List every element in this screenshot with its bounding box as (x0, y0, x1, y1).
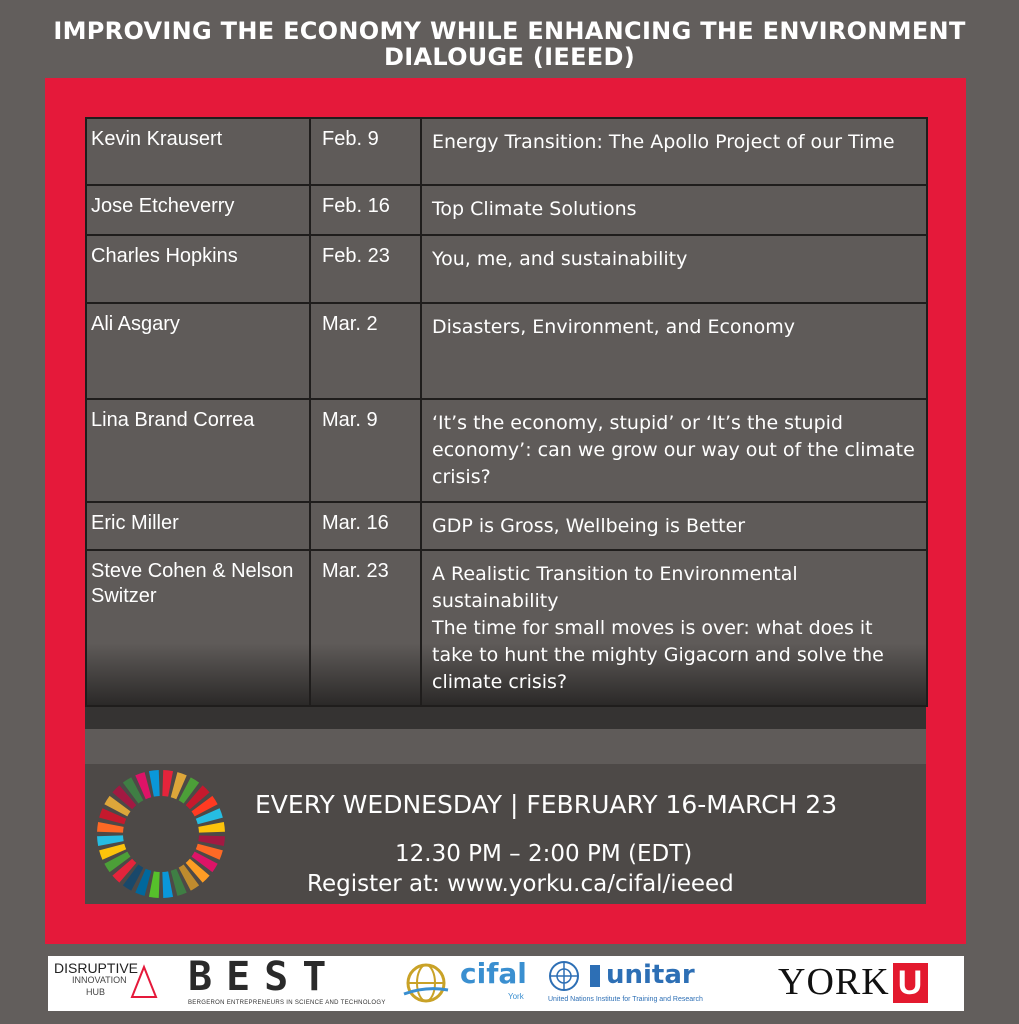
logo-tagline: BERGERON ENTREPRENEURS IN SCIENCE AND TECHNOLOGY (188, 1000, 386, 1006)
topic-line: You, me, and sustainability (432, 248, 688, 270)
event-schedule-line: EVERY WEDNESDAY | FEBRUARY 16-MARCH 23 (255, 790, 838, 819)
topic-line: Energy Transition: The Apollo Project of our Time (432, 131, 895, 153)
session-topic (421, 118, 927, 185)
topic-line: Disasters, Environment, and Economy (432, 316, 795, 338)
topic-line: ‘It’s the economy, stupid’ or ‘It’s the stupid economy’: can we grow our way out of the climate crisis? (432, 412, 915, 488)
topic-line: The time for small moves is over: what does it take to hunt the mighty Gigacorn and solve the climate crisis? (432, 617, 884, 693)
session-date: Feb. 23 (310, 235, 421, 303)
session-date: Mar. 23 (310, 550, 421, 706)
register-link[interactable]: Register at: www.yorku.ca/cifal/ieeed (307, 871, 734, 897)
session-date: Mar. 2 (310, 303, 421, 399)
unitar-logo: unitar (606, 960, 695, 990)
cifal-sub-label: York (508, 992, 524, 1001)
triangle-icon (130, 964, 158, 1000)
session-date: Feb. 9 (310, 118, 421, 185)
sdg-wheel-icon (95, 768, 227, 900)
event-time: 12.30 PM – 2:00 PM (EDT) (395, 841, 693, 867)
best-logo (188, 956, 386, 1006)
table-row (86, 118, 927, 185)
wheel-segment (149, 871, 160, 898)
topic-line: GDP is Gross, Wellbeing is Better (432, 515, 746, 537)
logo-text: DISRUPTIVE (54, 960, 139, 976)
speaker-name: Eric Miller (86, 502, 310, 550)
session-topic (421, 235, 927, 303)
session-topic (421, 399, 927, 502)
title-line-2: DIALOUGE (IEEED) (384, 43, 635, 71)
sponsor-logo-bar (48, 956, 964, 1011)
table-row (86, 399, 927, 502)
session-date: Mar. 9 (310, 399, 421, 502)
session-topic (421, 550, 927, 706)
disruptive-innovation-hub-logo (54, 962, 138, 998)
schedule-table (85, 117, 928, 707)
wheel-segment (97, 822, 124, 833)
session-topic (421, 502, 927, 550)
cifal-logo: cifal (460, 957, 527, 990)
york-university-logo (778, 962, 928, 1003)
session-date: Feb. 16 (310, 185, 421, 235)
speaker-name: Charles Hopkins (86, 235, 310, 303)
un-emblem-icon (548, 959, 602, 995)
speaker-name: Lina Brand Correa (86, 399, 310, 502)
logo-text: BEST (188, 954, 341, 1000)
topic-line: A Realistic Transition to Environmental sustainability (432, 563, 798, 612)
speaker-name: Kevin Krausert (86, 118, 310, 185)
session-topic (421, 185, 927, 235)
speaker-name: Ali Asgary (86, 303, 310, 399)
table-row (86, 185, 927, 235)
york-u-mark: U (893, 963, 929, 1003)
table-row (86, 303, 927, 399)
logo-text: HUB (86, 987, 106, 997)
wheel-segment (198, 822, 225, 833)
speaker-name: Jose Etcheverry (86, 185, 310, 235)
table-row (86, 502, 927, 550)
page-title (0, 18, 1019, 70)
wheel-segment (162, 871, 173, 898)
divider-strip (85, 707, 926, 729)
wheel-segment (162, 770, 173, 797)
topic-line: Top Climate Solutions (432, 198, 637, 220)
logo-text: INNOVATION (72, 975, 127, 985)
table-row (86, 550, 927, 706)
table-row (86, 235, 927, 303)
wheel-segment (97, 835, 124, 846)
session-topic (421, 303, 927, 399)
cifal-globe-icon (400, 960, 452, 1006)
logo-text: YORK (778, 961, 890, 1003)
wheel-segment (198, 835, 225, 846)
wheel-segment (149, 770, 160, 797)
title-line-1: IMPROVING THE ECONOMY WHILE ENHANCING THE ENVIRONMENT (53, 17, 966, 45)
session-date: Mar. 16 (310, 502, 421, 550)
unitar-sub-label: United Nations Institute for Training and Research (548, 996, 703, 1003)
speaker-name: Steve Cohen & Nelson Switzer (86, 550, 310, 706)
